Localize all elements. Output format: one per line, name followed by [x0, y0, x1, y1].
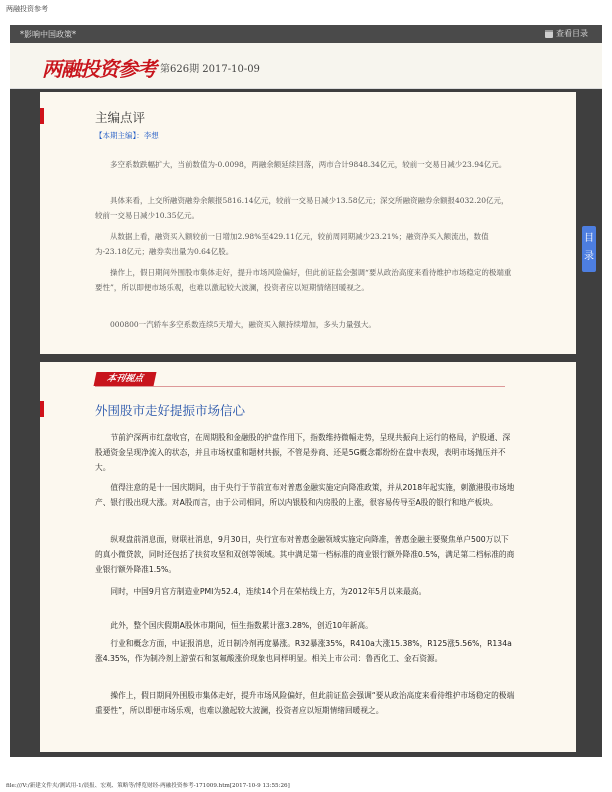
editor-paragraph: 具体来看，上交所融资融券余额报5816.14亿元，较前一交易日减少13.58亿元；深交所融资融券余额报4032.20亿元，较前一交易日减少10.35亿元。: [95, 196, 509, 220]
viewpoint-paragraph: 节前沪深两市红盘收官，在周期股和金融股的护盘作用下，指数维持微幅走势，呈现共振向上运行的格局，沪股通、深股通资金呈现净流入的状态，并且市场权重和题材共振，不管是券商、还是5G概念都纷纷在盘中表现，表明市场抛压并不大。: [95, 433, 511, 473]
viewpoint-rule: [95, 386, 505, 387]
editor-name[interactable]: 李想: [143, 131, 159, 140]
toc-tab-char: 目: [584, 233, 594, 244]
editor-line: [95, 130, 159, 141]
publication-logo: 两融投资参考: [42, 57, 156, 81]
toc-tab-char: 录: [584, 251, 594, 262]
editor-paragraph: 多空系数跌幅扩大，当前数值为-0.0098，两融余额延续回落，两市合计9848.34亿元，较前一交易日减少23.94亿元。: [110, 160, 507, 169]
viewpoint-paragraph: 行业和概念方面，中证报消息，近日制冷剂再度暴涨。R32暴涨35%，R410a大涨15.38%，R125涨5.56%，R134a涨4.35%，作为制冷剂上游萤石和氢氟酸涨价现象也同样明显。相关上市公司：鲁西化工、金石资源。: [95, 639, 512, 664]
viewpoint-label: 本刊视点: [94, 372, 157, 386]
editor-comment-title: 主编点评: [95, 110, 146, 125]
viewpoint-paragraph: 操作上，假日期间外围股市集体走好，提升市场风险偏好，但此前证监会强调“要从政治高度来看待维护市场稳定的极端重要性”，所以即便市场乐观，也难以激起较大波澜，投资者应以短期情绪回暖视之。: [95, 691, 515, 716]
viewpoint-paragraph: 值得注意的是十一国庆期间，由于央行于节前宣布对普惠金融实施定向降准政策，并从2018年起实施，刺激港股市场地产、银行股出现大涨。对A股而言，由于公司相同，所以内银股和内房股的上涨，很容易传导至A股的银行和地产板块。: [95, 483, 515, 508]
editor-paragraph: 000800一汽轿车多空系数连续5天增大，融资买入额持续增加，多头力量强大。: [110, 320, 376, 329]
editor-paragraph: 从数据上看，融资买入额较前一日增加2.98%至429.11亿元，较前周同期减少23.21%；融资净买入额流出，数值为-23.18亿元；融券卖出量为0.64亿股。: [95, 232, 489, 256]
toc-side-tab[interactable]: [582, 226, 596, 272]
issue-info: 第626期 2017-10-09: [160, 64, 260, 75]
policy-tagline: *影响中国政策*: [20, 30, 76, 39]
viewpoint-paragraph: 纵观盘前消息面，财联社消息，9月30日，央行宣布对普惠金融领域实施定向降准，普惠金融主要聚焦单户500万以下的真小微贷款，同时还包括了扶贫攻坚和双创等领域。其中满足第一档标准的商业银行额外降准0.5%，满足第二档标准的商业银行额外降准1.5%。: [95, 535, 515, 575]
section-marker: [40, 401, 44, 417]
print-header: 两融投资参考: [6, 5, 48, 13]
viewpoint-paragraph: 此外，整个国庆假期A股休市期间，恒生指数累计涨3.28%，创近10年新高。: [110, 621, 373, 630]
viewpoint-paragraph: 同时，中国9月官方制造业PMI为52.4，连续14个月在荣枯线上方，为2012年5月以来最高。: [110, 587, 427, 596]
print-footer: file:///V:/新建文件夹/测试用-1/晨报、宏观、策略等/博览财经-两融投资参考-171009.htm[2017-10-9 13:55:26]: [6, 783, 290, 789]
editor-paragraph: 操作上，假日期间外围股市集体走好，提升市场风险偏好，但此前证监会强调“要从政治高度来看待维护市场稳定的极端重要性”，所以即便市场乐观，也难以激起较大波澜，投资者应以短期情绪回暖视之。: [95, 268, 512, 292]
view-toc-link[interactable]: [545, 28, 588, 39]
section-marker: [40, 108, 44, 124]
viewpoint-headline: 外围股市走好提振市场信心: [95, 403, 246, 418]
editor-label: 【本期主编】：: [95, 131, 144, 140]
top-bar: [10, 25, 602, 44]
calendar-icon: [545, 30, 553, 38]
view-toc-label: 查看目录: [556, 29, 588, 38]
masthead: [10, 43, 602, 89]
